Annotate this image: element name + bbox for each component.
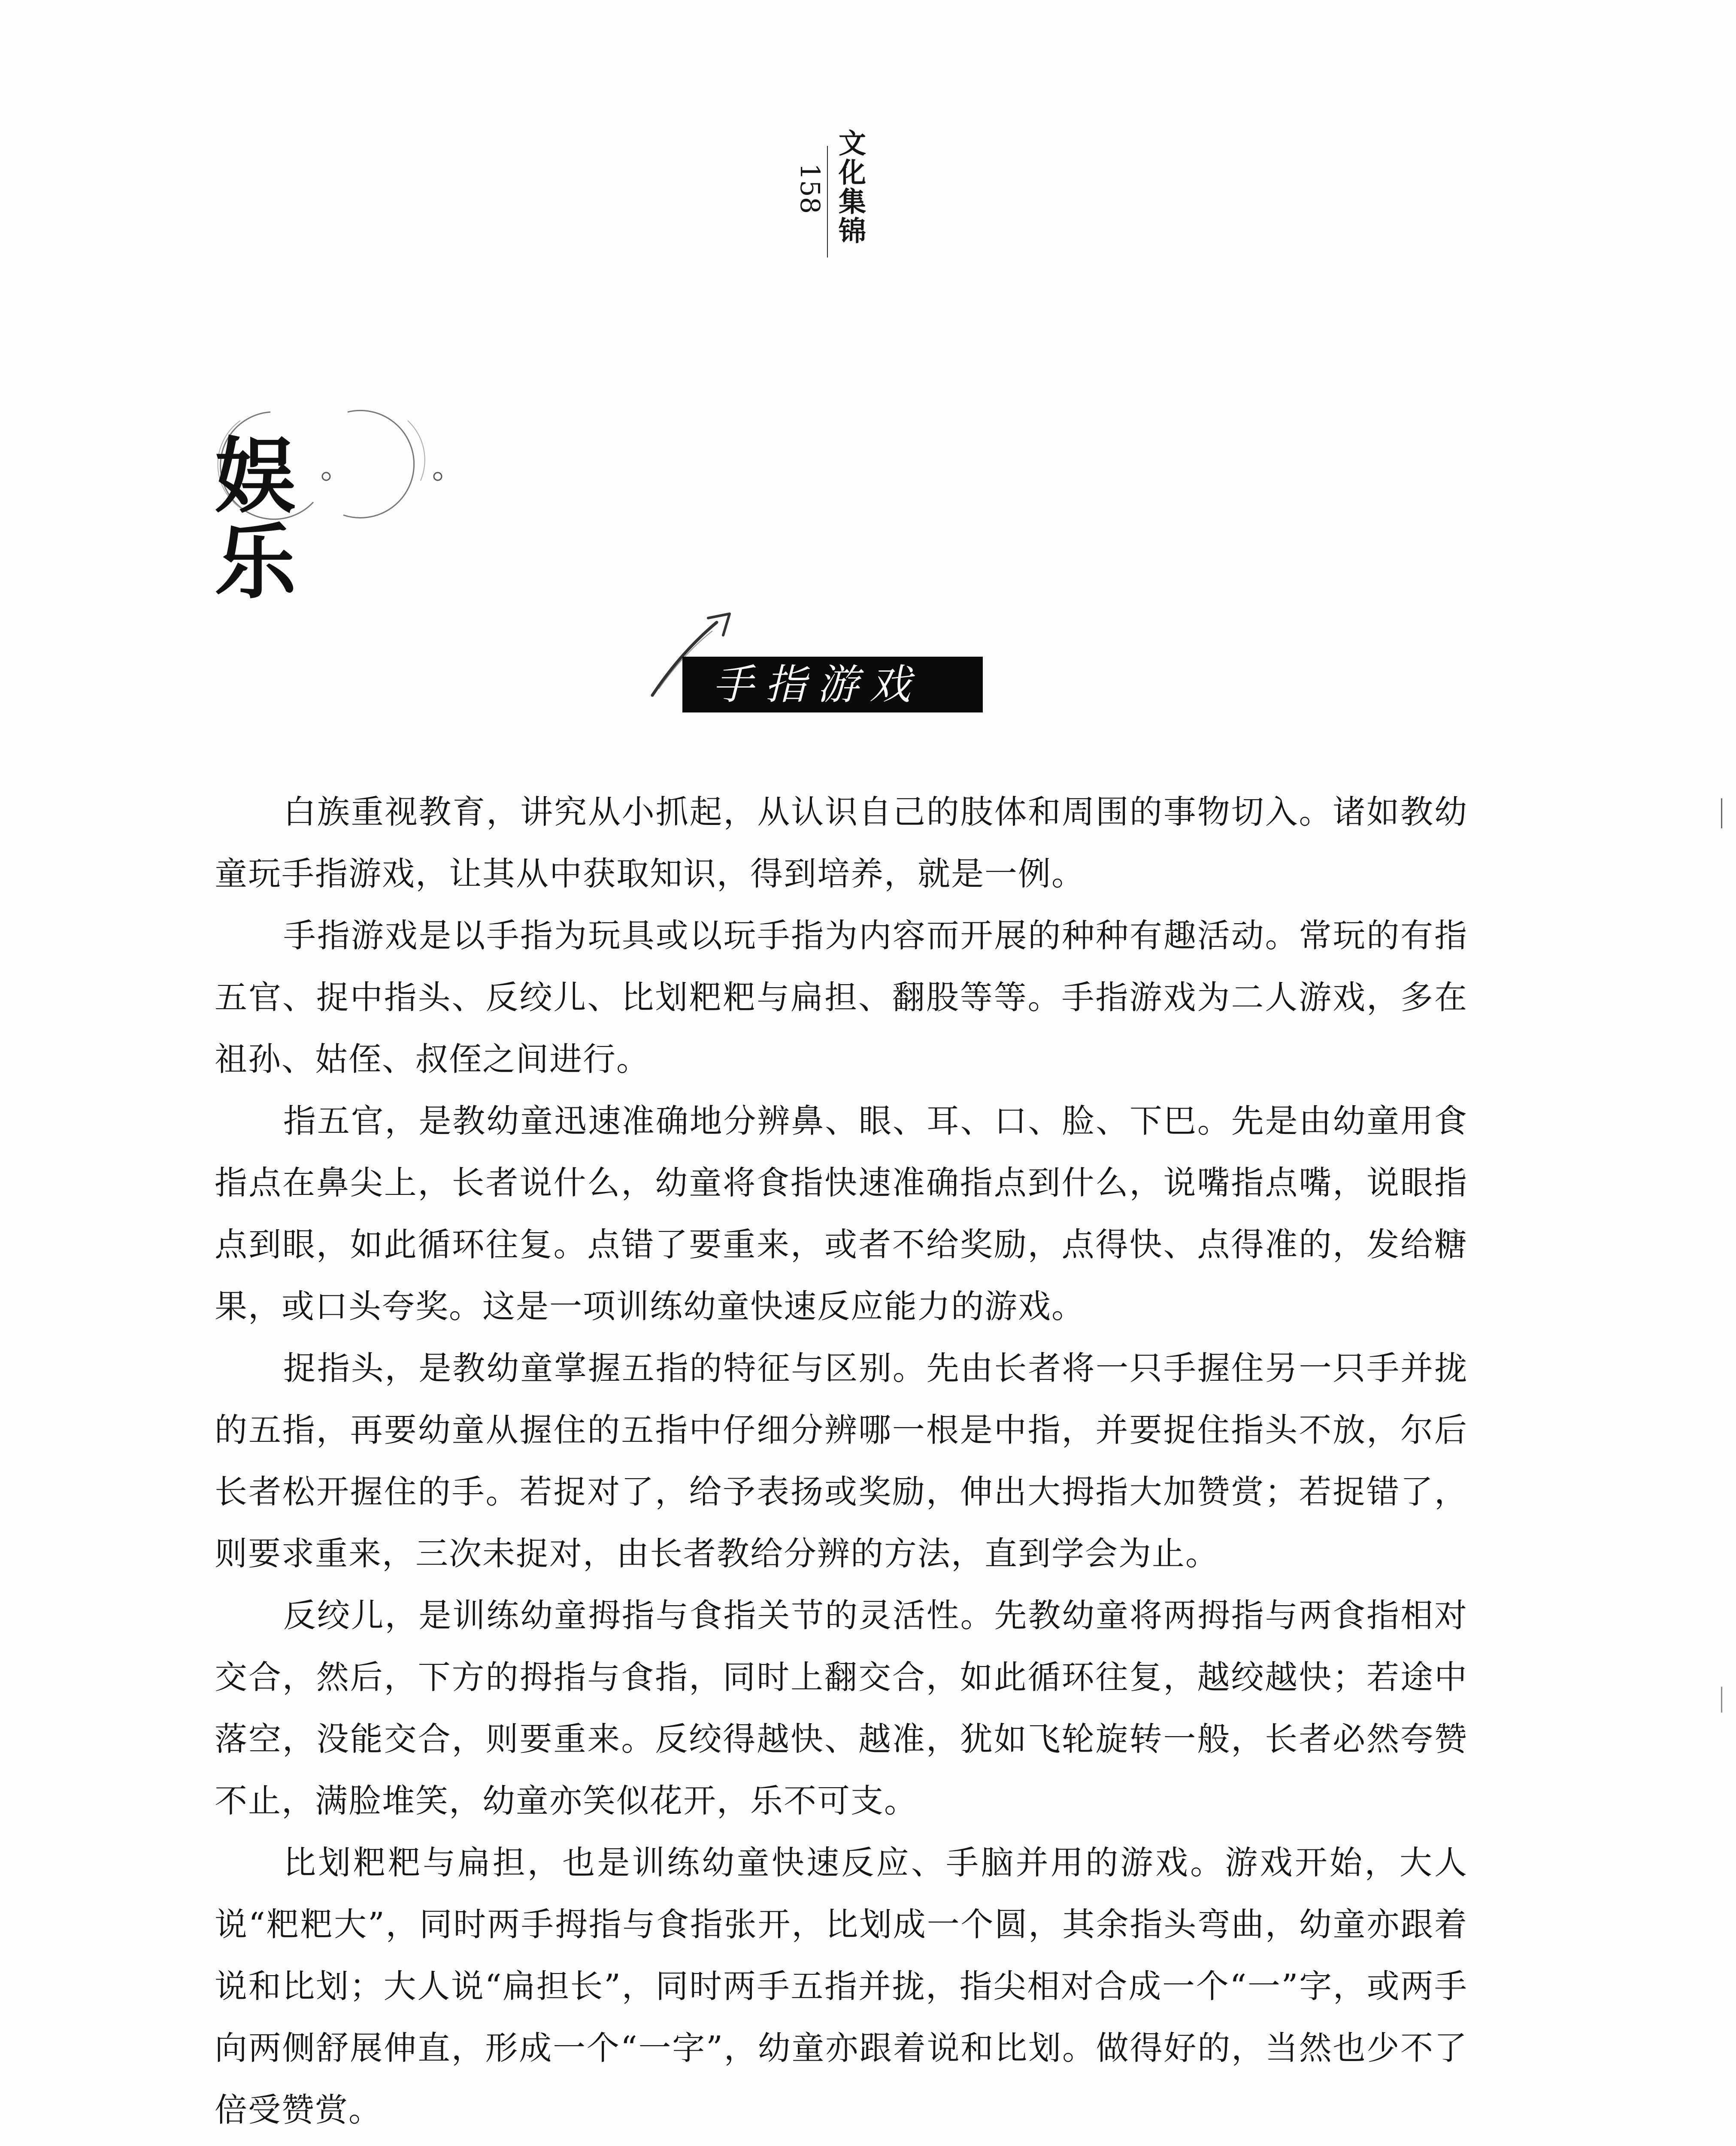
article-body [215, 781, 1468, 2141]
running-head-rule [827, 146, 828, 258]
paragraph-1: 白族重视教育，讲究从小抓起，从认识自己的肢体和周围的事物切入。诸如教幼童玩手指游戏，让其从中获取知识，得到培养，就是一例。 [215, 793, 1468, 893]
paragraph-5: 反绞儿，是训练幼童拇指与食指关节的灵活性。先教幼童将两拇指与两食指相对交合，然后，下方的拇指与食指，同时上翻交合，如此循环往复，越绞越快；若途中落空，没能交合，则要重来。反绞得越快、越准，犹如飞轮旋转一般，长者必然夸赞不止，满脸堆笑，幼童亦笑似花开，乐不可支。 [215, 1596, 1468, 1820]
chapter-heading [206, 395, 446, 610]
margin-scan-mark [1721, 1687, 1722, 1713]
section-heading [644, 597, 1009, 734]
section-title: 手指游戏 [712, 661, 922, 709]
page-number: 158 [794, 163, 826, 214]
paragraph-6: 比划粑粑与扁担，也是训练幼童快速反应、手脑并用的游戏。游戏开始，大人说“粑粑大”，同时两手拇指与食指张开，比划成一个圆，其余指头弯曲，幼童亦跟着说和比划；大人说“扁担长”，同时两手五指并拢，指尖相对合成一个“一”字，或两手向两侧舒展伸直，形成一个“一字”，幼童亦跟着说和比划。做得好的，当然也少不了倍受赞赏。 [215, 1843, 1468, 2129]
paragraph-3: 指五官，是教幼童迅速准确地分辨鼻、眼、耳、口、脸、下巴。先是由幼童用食指点在鼻尖上，长者说什么，幼童将食指快速准确指点到什么，说嘴指点嘴，说眼指点到眼，如此循环往复。点错了要重来，或者不给奖励，点得快、点得准的，发给糖果，或口头夸奖。这是一项训练幼童快速反应能力的游戏。 [215, 1102, 1468, 1325]
running-head [796, 129, 865, 266]
margin-scan-mark [1721, 798, 1722, 828]
running-head-title: 文化集锦 [834, 129, 866, 246]
chapter-title: 娱乐 [215, 428, 335, 610]
paragraph-4: 捉指头，是教幼童掌握五指的特征与区别。先由长者将一只手握住另一只手并拢的五指，再要幼童从握住的五指中仔细分辨哪一根是中指，并要捉住指头不放，尔后长者松开握住的手。若捉对了，给予表扬或奖励，伸出大拇指大加赞赏；若捉错了，则要求重来，三次未捉对，由长者教给分辨的方法，直到学会为止。 [215, 1349, 1468, 1573]
paragraph-2: 手指游戏是以手指为玩具或以玩手指为内容而开展的种种有趣活动。常玩的有指五官、捉中指头、反绞儿、比划粑粑与扁担、翻股等等。手指游戏为二人游戏，多在祖孙、姑侄、叔侄之间进行。 [215, 916, 1468, 1078]
